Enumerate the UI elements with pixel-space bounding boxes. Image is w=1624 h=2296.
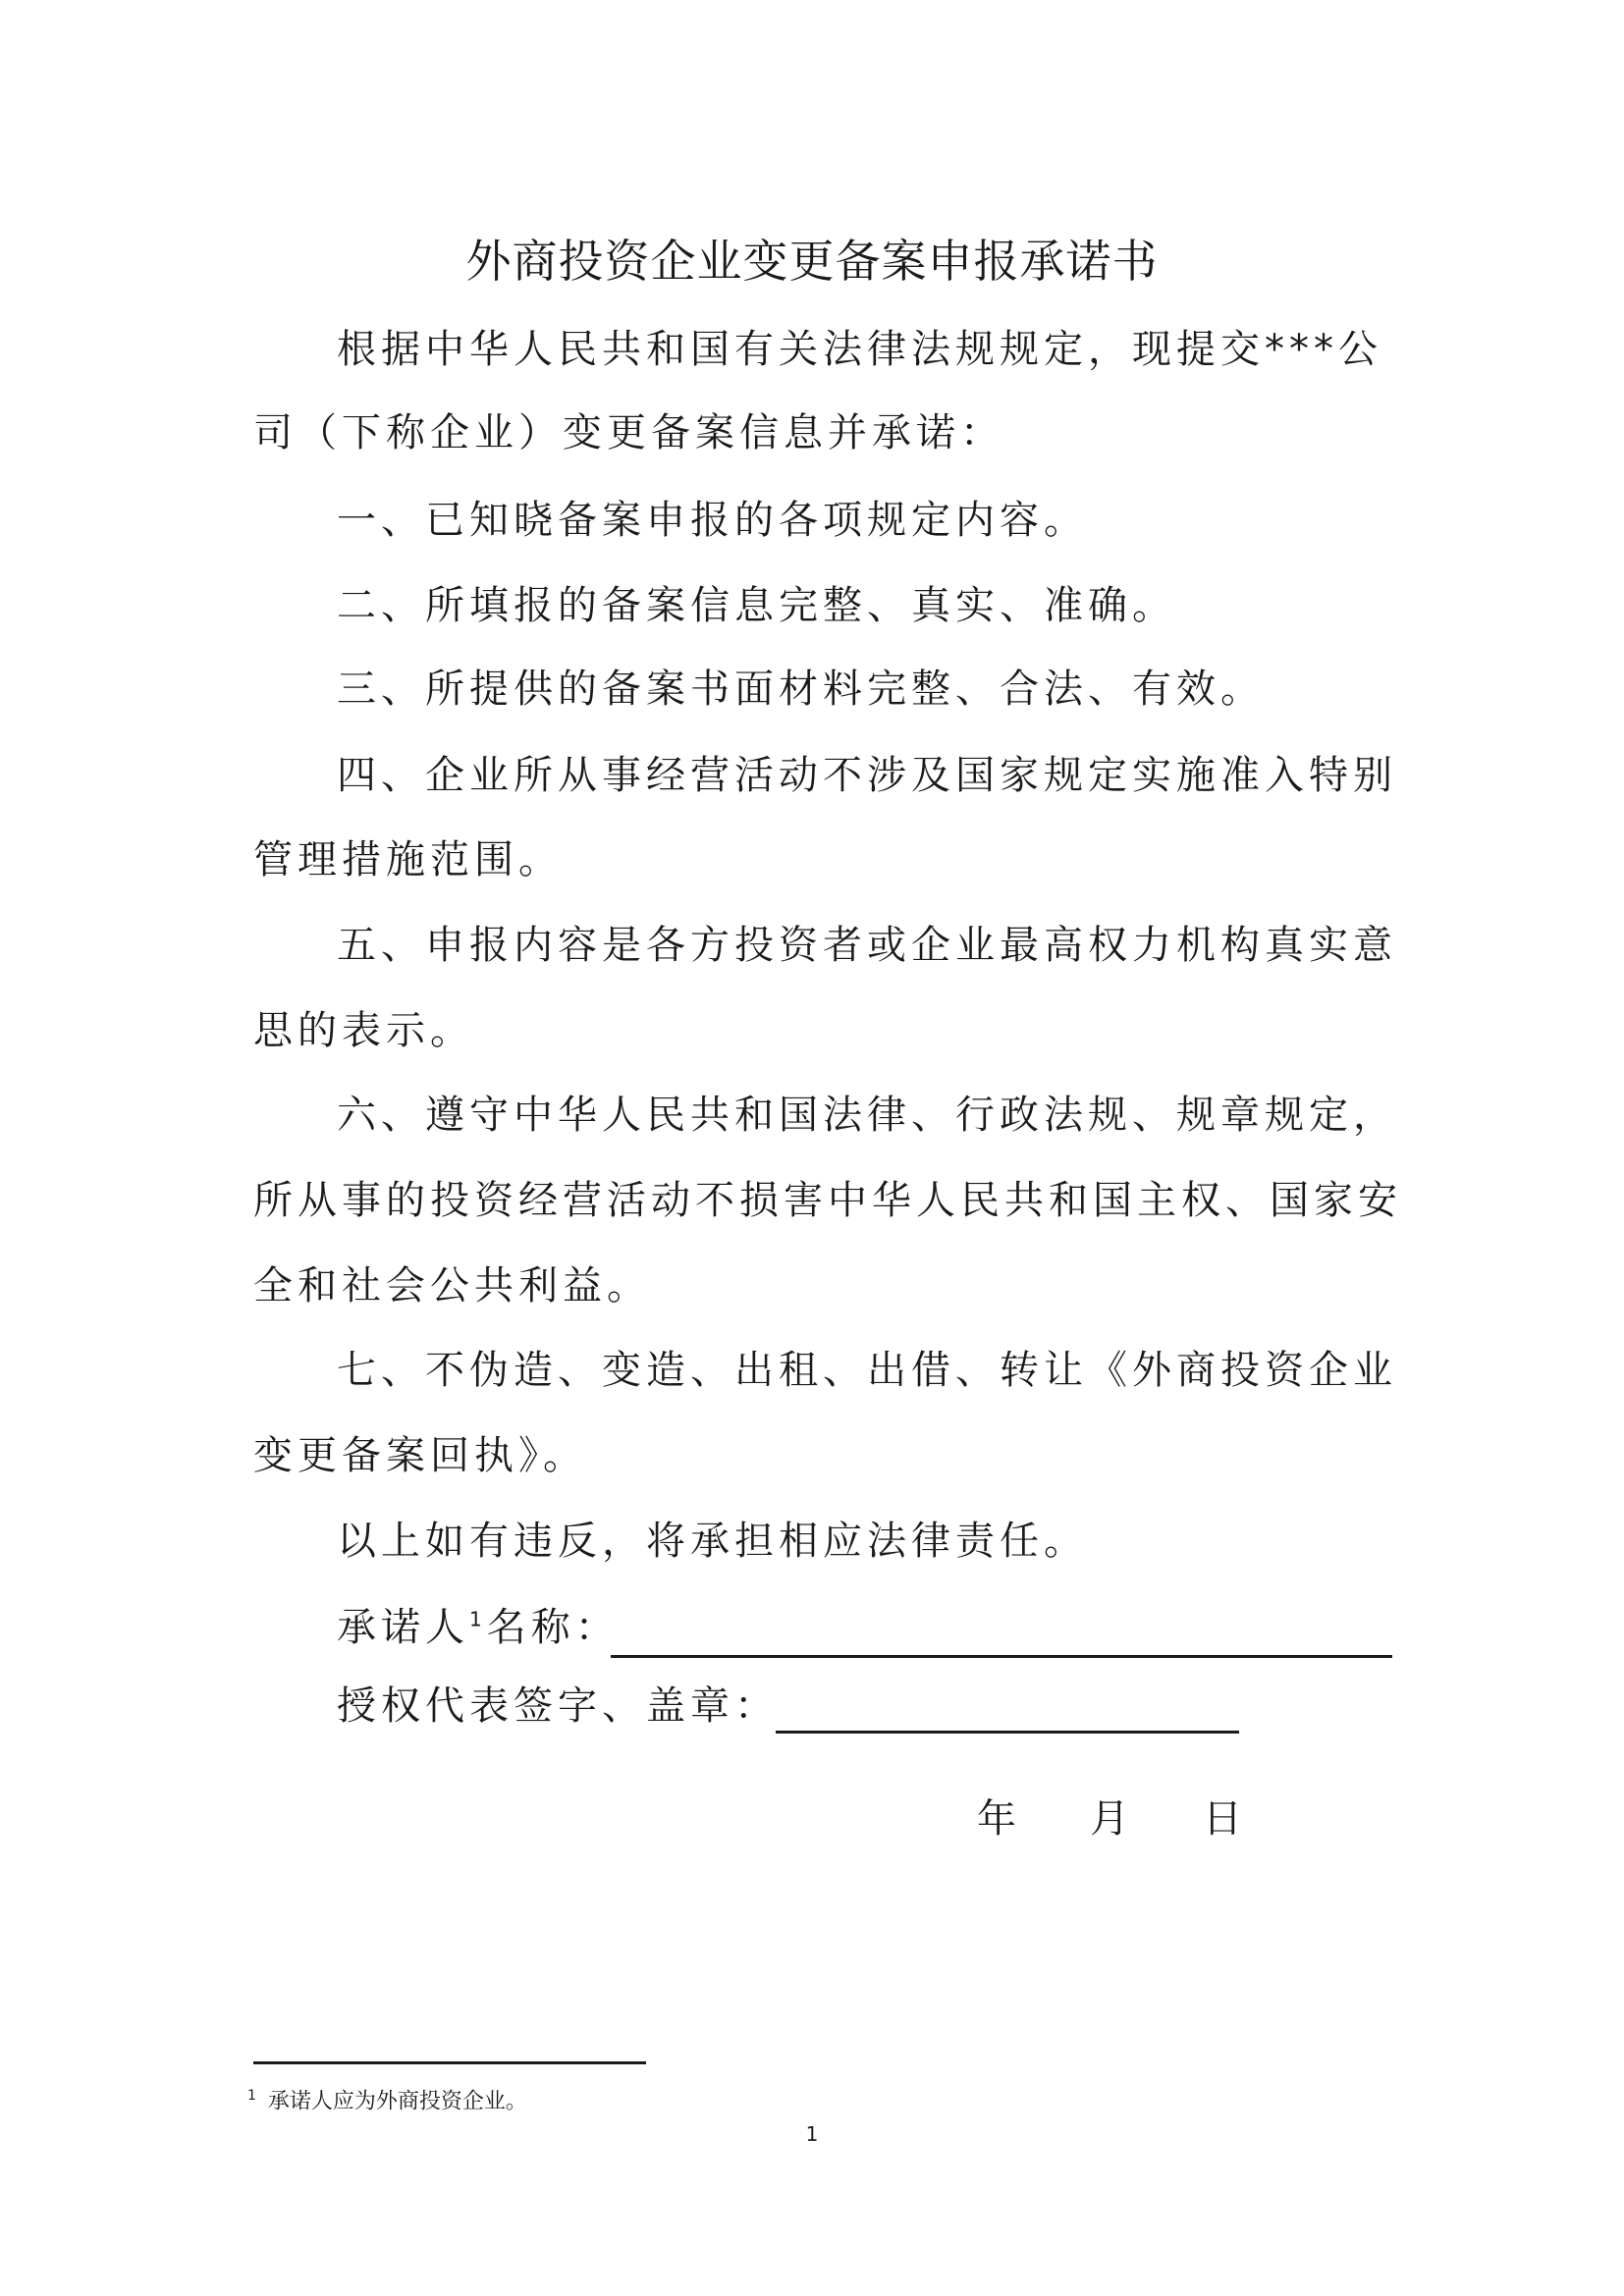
footnote-number: 1 xyxy=(247,2088,256,2104)
item-4-line-1: 四、企业所从事经营活动不涉及国家规定实施准入特别 xyxy=(337,753,1397,798)
footnote-ref: 1 xyxy=(469,1607,487,1631)
item-1: 一、已知晓备案申报的各项规定内容。 xyxy=(337,498,1088,543)
intro-line-1: 根据中华人民共和国有关法律法规规定，现提交***公 xyxy=(337,327,1382,372)
promisor-name-label xyxy=(337,1600,620,1655)
footnote-text: 承诺人应为外商投资企业。 xyxy=(267,2089,527,2114)
promisor-label-a: 承诺人 xyxy=(337,1605,469,1650)
item-7-line-1: 七、不伪造、变造、出租、出借、转让《外商投资企业 xyxy=(337,1348,1397,1393)
signature-label: 授权代表签字、盖章： xyxy=(337,1683,779,1729)
date-year: 年 xyxy=(977,1796,1016,1842)
item-6-line-1: 六、遵守中华人民共和国法律、行政法规、规章规定， xyxy=(337,1093,1397,1138)
page-title: 外商投资企业变更备案申报承诺书 xyxy=(465,235,1159,288)
date-day: 日 xyxy=(1203,1796,1242,1842)
item-6-line-2: 所从事的投资经营活动不损害中华人民共和国主权、国家安 xyxy=(253,1178,1402,1223)
item-7-line-2: 变更备案回执》。 xyxy=(253,1433,587,1478)
footnote-separator xyxy=(253,2061,646,2064)
item-6-line-3: 全和社会公共利益。 xyxy=(253,1263,651,1308)
footnote xyxy=(247,2081,527,2116)
promisor-label-b: 名称： xyxy=(486,1605,620,1650)
promisor-name-field[interactable] xyxy=(611,1655,1392,1658)
item-2: 二、所填报的备案信息完整、真实、准确。 xyxy=(337,583,1176,628)
item-5-line-2: 思的表示。 xyxy=(253,1008,474,1053)
closing-statement: 以上如有违反，将承担相应法律责任。 xyxy=(337,1519,1088,1564)
signature-field[interactable] xyxy=(776,1731,1239,1734)
date-month: 月 xyxy=(1090,1796,1129,1842)
item-4-line-2: 管理措施范围。 xyxy=(253,837,563,882)
item-5-line-1: 五、申报内容是各方投资者或企业最高权力机构真实意 xyxy=(337,923,1397,968)
page-number: 1 xyxy=(805,2122,819,2146)
intro-line-2: 司（下称企业）变更备案信息并承诺： xyxy=(253,410,1004,455)
item-3: 三、所提供的备案书面材料完整、合法、有效。 xyxy=(337,667,1265,712)
